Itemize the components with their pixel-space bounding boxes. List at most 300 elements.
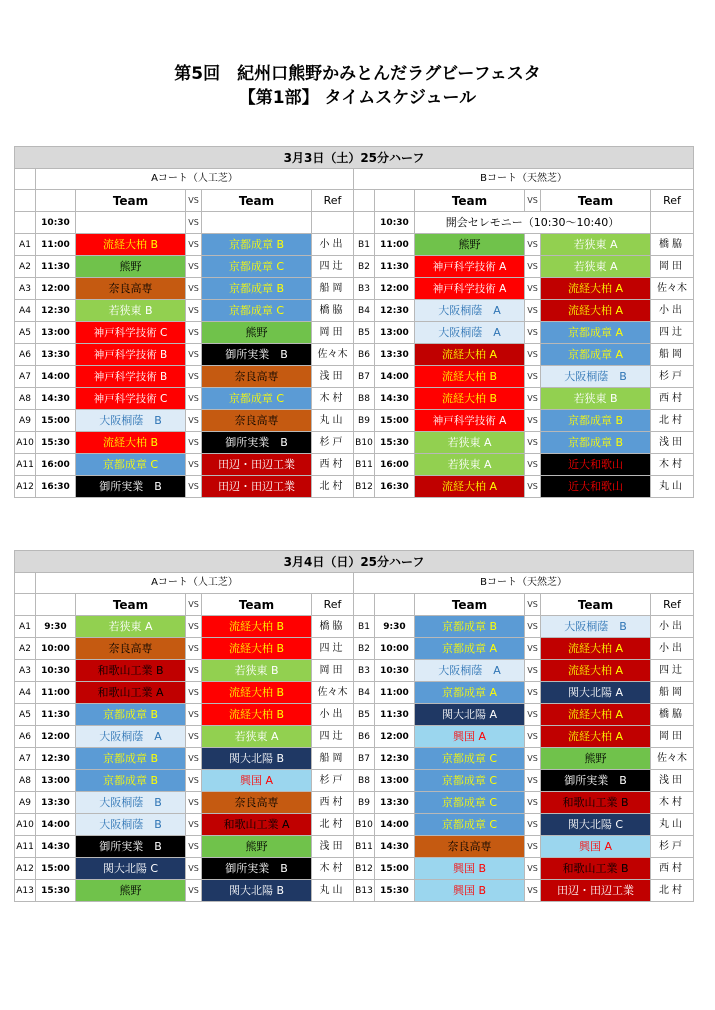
match-time: 13:00: [375, 770, 415, 792]
match-id: B9: [354, 410, 375, 432]
match-row: [15, 792, 694, 814]
team-cell: 流経大柏 B: [415, 366, 525, 388]
referee: 浅田: [651, 432, 694, 454]
team-cell: 熊野: [202, 836, 312, 858]
team-cell: 流経大柏 B: [76, 432, 186, 454]
team-cell: 流経大柏 A: [541, 278, 651, 300]
team-cell: 熊野: [541, 748, 651, 770]
team-cell: 奈良高専: [76, 638, 186, 660]
match-id: A12: [15, 858, 36, 880]
match-time: 15:00: [375, 858, 415, 880]
match-id: B9: [354, 792, 375, 814]
match-time: 13:30: [375, 344, 415, 366]
match-id: B4: [354, 300, 375, 322]
vs-label: VS: [525, 660, 541, 682]
team-cell: 熊野: [415, 234, 525, 256]
match-id: B4: [354, 682, 375, 704]
match-id: A9: [15, 410, 36, 432]
referee: 杉戸: [651, 836, 694, 858]
referee: 小出: [651, 300, 694, 322]
court-b-header: Bコート（天然芝）: [354, 573, 694, 594]
match-time: 12:30: [36, 748, 76, 770]
vs-label: VS: [525, 748, 541, 770]
team-cell: 若狭東 B: [541, 388, 651, 410]
match-time: 16:30: [375, 476, 415, 498]
team-cell: 流経大柏 A: [541, 726, 651, 748]
vs-label: VS: [525, 300, 541, 322]
match-id: A9: [15, 792, 36, 814]
match-id: A11: [15, 454, 36, 476]
match-row: [15, 748, 694, 770]
referee: 橋脇: [651, 234, 694, 256]
vs-label: VS: [525, 432, 541, 454]
team-cell: 近大和歌山: [541, 454, 651, 476]
team-cell: 御所実業 B: [76, 476, 186, 498]
team-cell: 若狭東 A: [76, 616, 186, 638]
team-cell: 流経大柏 A: [541, 660, 651, 682]
team-cell: 御所実業 B: [202, 344, 312, 366]
team-cell: 流経大柏 B: [415, 388, 525, 410]
referee: 西村: [651, 388, 694, 410]
team-cell: 京都成章 C: [415, 814, 525, 836]
match-time: 14:30: [375, 388, 415, 410]
vs-label: VS: [525, 410, 541, 432]
match-id: A1: [15, 616, 36, 638]
match-row: [15, 704, 694, 726]
vs-label: VS: [525, 454, 541, 476]
match-row: [15, 344, 694, 366]
match-row: [15, 660, 694, 682]
match-id: B12: [354, 476, 375, 498]
referee: 佐々木: [651, 278, 694, 300]
team-cell: 奈良高専: [202, 792, 312, 814]
team-cell: 和歌山工業 B: [541, 858, 651, 880]
team-cell: 神戸科学技術 C: [76, 388, 186, 410]
match-time: 11:30: [36, 256, 76, 278]
match-time: 13:00: [375, 322, 415, 344]
vs-label: VS: [186, 880, 202, 902]
team-cell: 京都成章 B: [76, 704, 186, 726]
team-cell: 京都成章 A: [415, 638, 525, 660]
match-id: A6: [15, 726, 36, 748]
match-time: 15:00: [36, 410, 76, 432]
date-header: 3月4日（日）25分ハーフ: [15, 551, 694, 573]
team-header: Team: [202, 190, 312, 212]
vs-label: VS: [525, 814, 541, 836]
team-cell: 大阪桐蔭 B: [541, 366, 651, 388]
vs-label: VS: [525, 388, 541, 410]
team-cell: 和歌山工業 A: [76, 682, 186, 704]
referee: 佐々木: [651, 748, 694, 770]
referee: 丸山: [312, 410, 354, 432]
schedule-table-day1: [14, 146, 694, 498]
ref-header: Ref: [651, 190, 694, 212]
match-id: A2: [15, 638, 36, 660]
vs-label: VS: [525, 190, 541, 212]
match-time: 10:30: [36, 660, 76, 682]
team-cell: 京都成章 B: [76, 748, 186, 770]
team-cell: 京都成章 B: [541, 432, 651, 454]
team-cell: 大阪桐蔭 A: [415, 300, 525, 322]
team-cell: 流経大柏 B: [202, 704, 312, 726]
date-header: 3月3日（土）25分ハーフ: [15, 147, 694, 169]
referee: 杉戸: [651, 366, 694, 388]
match-id: B10: [354, 814, 375, 836]
vs-label: VS: [186, 594, 202, 616]
match-time: 9:30: [375, 616, 415, 638]
team-cell: 田辺・田辺工業: [202, 454, 312, 476]
vs-label: VS: [186, 748, 202, 770]
team-cell: 京都成章 C: [202, 300, 312, 322]
match-time: 11:00: [36, 682, 76, 704]
vs-label: VS: [186, 190, 202, 212]
match-id: B8: [354, 388, 375, 410]
match-id: A10: [15, 814, 36, 836]
vs-label: VS: [186, 454, 202, 476]
referee: 木村: [651, 454, 694, 476]
team-cell: 京都成章 B: [202, 278, 312, 300]
match-id: B6: [354, 726, 375, 748]
team-cell: 京都成章 C: [415, 748, 525, 770]
match-time: 14:30: [36, 836, 76, 858]
match-id: B7: [354, 748, 375, 770]
match-row: [15, 770, 694, 792]
match-id: A8: [15, 388, 36, 410]
vs-label: VS: [525, 682, 541, 704]
match-id: B1: [354, 234, 375, 256]
team-cell: 興国 B: [415, 880, 525, 902]
vs-label: VS: [186, 660, 202, 682]
match-row: [15, 366, 694, 388]
vs-label: VS: [186, 322, 202, 344]
referee: 木村: [312, 388, 354, 410]
team-cell: 奈良高専: [415, 836, 525, 858]
team-cell: 京都成章 C: [202, 388, 312, 410]
referee: 木村: [312, 858, 354, 880]
team-header: Team: [76, 594, 186, 616]
team-cell: 熊野: [76, 880, 186, 902]
vs-label: VS: [525, 594, 541, 616]
referee: 浅田: [312, 366, 354, 388]
team-cell: 熊野: [202, 322, 312, 344]
referee: 小出: [312, 234, 354, 256]
team-cell: 奈良高専: [202, 410, 312, 432]
referee: 丸山: [312, 880, 354, 902]
match-id: A3: [15, 278, 36, 300]
team-cell: 御所実業 B: [541, 770, 651, 792]
team-header: Team: [541, 594, 651, 616]
team-cell: 和歌山工業 A: [202, 814, 312, 836]
referee: 佐々木: [312, 682, 354, 704]
vs-label: VS: [186, 858, 202, 880]
referee: 四辻: [312, 638, 354, 660]
match-time: 10:30: [36, 212, 76, 234]
vs-label: VS: [525, 234, 541, 256]
team-cell: 奈良高専: [202, 366, 312, 388]
team-header: Team: [415, 190, 525, 212]
match-time: 10:00: [375, 638, 415, 660]
referee: 船岡: [651, 682, 694, 704]
match-id: A1: [15, 234, 36, 256]
team-cell: 流経大柏 A: [415, 476, 525, 498]
team-cell: 興国 A: [415, 726, 525, 748]
match-id: A6: [15, 344, 36, 366]
match-row: [15, 616, 694, 638]
team-cell: 大阪桐蔭 B: [76, 792, 186, 814]
vs-label: VS: [186, 792, 202, 814]
match-id: B7: [354, 366, 375, 388]
team-cell: 興国 A: [541, 836, 651, 858]
team-cell: 流経大柏 A: [541, 300, 651, 322]
match-id: B2: [354, 638, 375, 660]
referee: 佐々木: [312, 344, 354, 366]
referee: 船岡: [312, 278, 354, 300]
team-cell: 関大北陽 B: [202, 748, 312, 770]
vs-label: VS: [186, 344, 202, 366]
referee: 岡田: [651, 726, 694, 748]
team-cell: 神戸科学技術 C: [76, 322, 186, 344]
referee: 浅田: [312, 836, 354, 858]
team-cell: 流経大柏 B: [76, 234, 186, 256]
court-a-header: Aコート（人工芝）: [36, 573, 354, 594]
match-id: B12: [354, 858, 375, 880]
match-id: B8: [354, 770, 375, 792]
match-time: 14:00: [36, 366, 76, 388]
vs-label: VS: [525, 344, 541, 366]
vs-label: VS: [525, 366, 541, 388]
team-cell: 大阪桐蔭 B: [76, 410, 186, 432]
team-cell: 京都成章 B: [76, 770, 186, 792]
vs-label: VS: [186, 836, 202, 858]
match-id: B6: [354, 344, 375, 366]
match-id: B11: [354, 454, 375, 476]
match-id: B3: [354, 278, 375, 300]
team-cell: 神戸科学技術 B: [76, 344, 186, 366]
match-time: 9:30: [36, 616, 76, 638]
team-cell: 関大北陽 C: [76, 858, 186, 880]
vs-label: VS: [525, 278, 541, 300]
match-row: [15, 880, 694, 902]
match-row: [15, 454, 694, 476]
team-header: Team: [76, 190, 186, 212]
vs-label: VS: [525, 704, 541, 726]
match-id: A10: [15, 432, 36, 454]
team-cell: 御所実業 B: [76, 836, 186, 858]
match-time: 11:00: [375, 682, 415, 704]
match-id: B13: [354, 880, 375, 902]
referee: 橋脇: [312, 300, 354, 322]
match-id: B2: [354, 256, 375, 278]
vs-label: VS: [525, 836, 541, 858]
match-time: 13:00: [36, 770, 76, 792]
ref-header: Ref: [312, 190, 354, 212]
match-id: B3: [354, 660, 375, 682]
team-cell: 御所実業 B: [202, 432, 312, 454]
referee: 小出: [651, 616, 694, 638]
referee: 四辻: [651, 660, 694, 682]
team-header: Team: [202, 594, 312, 616]
referee: 岡田: [312, 322, 354, 344]
team-cell: 若狭東 B: [76, 300, 186, 322]
match-time: 12:00: [375, 278, 415, 300]
match-time: 15:00: [36, 858, 76, 880]
ref-header: Ref: [651, 594, 694, 616]
match-row: [15, 278, 694, 300]
vs-label: VS: [525, 638, 541, 660]
match-id: A7: [15, 366, 36, 388]
match-id: A5: [15, 704, 36, 726]
vs-label: VS: [186, 300, 202, 322]
team-cell: 京都成章 B: [202, 234, 312, 256]
match-id: B10: [354, 432, 375, 454]
match-time: 12:30: [36, 300, 76, 322]
match-time: 11:30: [36, 704, 76, 726]
match-time: 15:30: [36, 432, 76, 454]
referee: 北村: [651, 410, 694, 432]
vs-label: VS: [186, 616, 202, 638]
match-row: [15, 476, 694, 498]
team-cell: 若狭東 A: [541, 234, 651, 256]
team-cell: 関大北陽 C: [541, 814, 651, 836]
match-time: 12:00: [375, 726, 415, 748]
vs-label: VS: [186, 388, 202, 410]
vs-label: VS: [525, 322, 541, 344]
match-time: 13:30: [375, 792, 415, 814]
match-time: 16:00: [36, 454, 76, 476]
match-id: A11: [15, 836, 36, 858]
vs-label: VS: [525, 858, 541, 880]
match-time: 14:30: [36, 388, 76, 410]
team-cell: 近大和歌山: [541, 476, 651, 498]
match-row: [15, 432, 694, 454]
schedule-table-day2: [14, 550, 694, 902]
team-cell: 神戸科学技術 B: [76, 366, 186, 388]
vs-label: VS: [186, 814, 202, 836]
team-cell: 流経大柏 B: [202, 616, 312, 638]
opening-ceremony: 開会セレモニー（10:30～10:40）: [415, 212, 651, 234]
team-cell: 若狭東 A: [202, 726, 312, 748]
match-row: [15, 410, 694, 432]
match-time: 13:00: [36, 322, 76, 344]
vs-label: VS: [186, 638, 202, 660]
match-row: [15, 726, 694, 748]
referee: 西村: [312, 454, 354, 476]
match-row: [15, 300, 694, 322]
match-id: A7: [15, 748, 36, 770]
team-cell: 若狭東 A: [415, 432, 525, 454]
match-time: 10:30: [375, 660, 415, 682]
team-cell: 京都成章 C: [76, 454, 186, 476]
team-cell: 奈良高専: [76, 278, 186, 300]
team-cell: 関大北陽 A: [541, 682, 651, 704]
match-time: 15:30: [375, 880, 415, 902]
match-time: 14:00: [375, 814, 415, 836]
team-cell: 関大北陽 B: [202, 880, 312, 902]
match-time: 10:00: [36, 638, 76, 660]
team-header: Team: [415, 594, 525, 616]
vs-label: VS: [525, 726, 541, 748]
match-id: A4: [15, 300, 36, 322]
match-time: 12:00: [36, 726, 76, 748]
team-cell: 流経大柏 A: [415, 344, 525, 366]
team-cell: 和歌山工業 B: [76, 660, 186, 682]
match-id: B5: [354, 322, 375, 344]
referee: 船岡: [651, 344, 694, 366]
team-cell: 関大北陽 A: [415, 704, 525, 726]
team-cell: 流経大柏 A: [541, 638, 651, 660]
match-id: A5: [15, 322, 36, 344]
match-id: A12: [15, 476, 36, 498]
match-time: 12:30: [375, 748, 415, 770]
match-time: 15:30: [36, 880, 76, 902]
team-cell: 京都成章 A: [541, 344, 651, 366]
match-row: [15, 234, 694, 256]
court-b-header: Bコート（天然芝）: [354, 169, 694, 190]
match-row: [15, 256, 694, 278]
match-row: [15, 682, 694, 704]
match-time: 13:30: [36, 344, 76, 366]
referee: 西村: [651, 858, 694, 880]
vs-label: VS: [186, 278, 202, 300]
vs-label: VS: [186, 410, 202, 432]
match-time: 14:00: [36, 814, 76, 836]
team-cell: 京都成章 C: [415, 792, 525, 814]
match-row: [15, 638, 694, 660]
match-time: 11:00: [375, 234, 415, 256]
team-cell: 大阪桐蔭 B: [76, 814, 186, 836]
team-cell: 流経大柏 B: [202, 638, 312, 660]
match-time: 10:30: [375, 212, 415, 234]
match-id: A8: [15, 770, 36, 792]
match-time: 11:30: [375, 704, 415, 726]
referee: 丸山: [651, 814, 694, 836]
referee: 橋脇: [312, 616, 354, 638]
team-cell: 神戸科学技術 A: [415, 410, 525, 432]
team-cell: 神戸科学技術 A: [415, 278, 525, 300]
match-id: B11: [354, 836, 375, 858]
match-time: 15:00: [375, 410, 415, 432]
team-cell: 京都成章 C: [202, 256, 312, 278]
vs-label: VS: [525, 616, 541, 638]
team-cell: 神戸科学技術 A: [415, 256, 525, 278]
match-time: 14:00: [375, 366, 415, 388]
referee: 木村: [651, 792, 694, 814]
team-cell: 京都成章 A: [541, 322, 651, 344]
page-title: 第5回 紀州口熊野かみとんだラグビーフェスタ: [174, 64, 541, 84]
match-row: [15, 814, 694, 836]
match-id: A13: [15, 880, 36, 902]
referee: 小出: [651, 638, 694, 660]
referee: 岡田: [312, 660, 354, 682]
referee: 岡田: [651, 256, 694, 278]
team-cell: 大阪桐蔭 A: [415, 660, 525, 682]
team-cell: 和歌山工業 B: [541, 792, 651, 814]
match-id: A3: [15, 660, 36, 682]
vs-label: VS: [186, 770, 202, 792]
vs-label: VS: [186, 256, 202, 278]
team-cell: 京都成章 B: [541, 410, 651, 432]
match-time: 11:00: [36, 234, 76, 256]
team-cell: 大阪桐蔭 B: [541, 616, 651, 638]
match-time: 12:30: [375, 300, 415, 322]
match-row: [15, 322, 694, 344]
vs-label: VS: [525, 770, 541, 792]
referee: 浅田: [651, 770, 694, 792]
referee: 北村: [651, 880, 694, 902]
vs-label: VS: [186, 726, 202, 748]
vs-label: VS: [186, 682, 202, 704]
match-id: B5: [354, 704, 375, 726]
